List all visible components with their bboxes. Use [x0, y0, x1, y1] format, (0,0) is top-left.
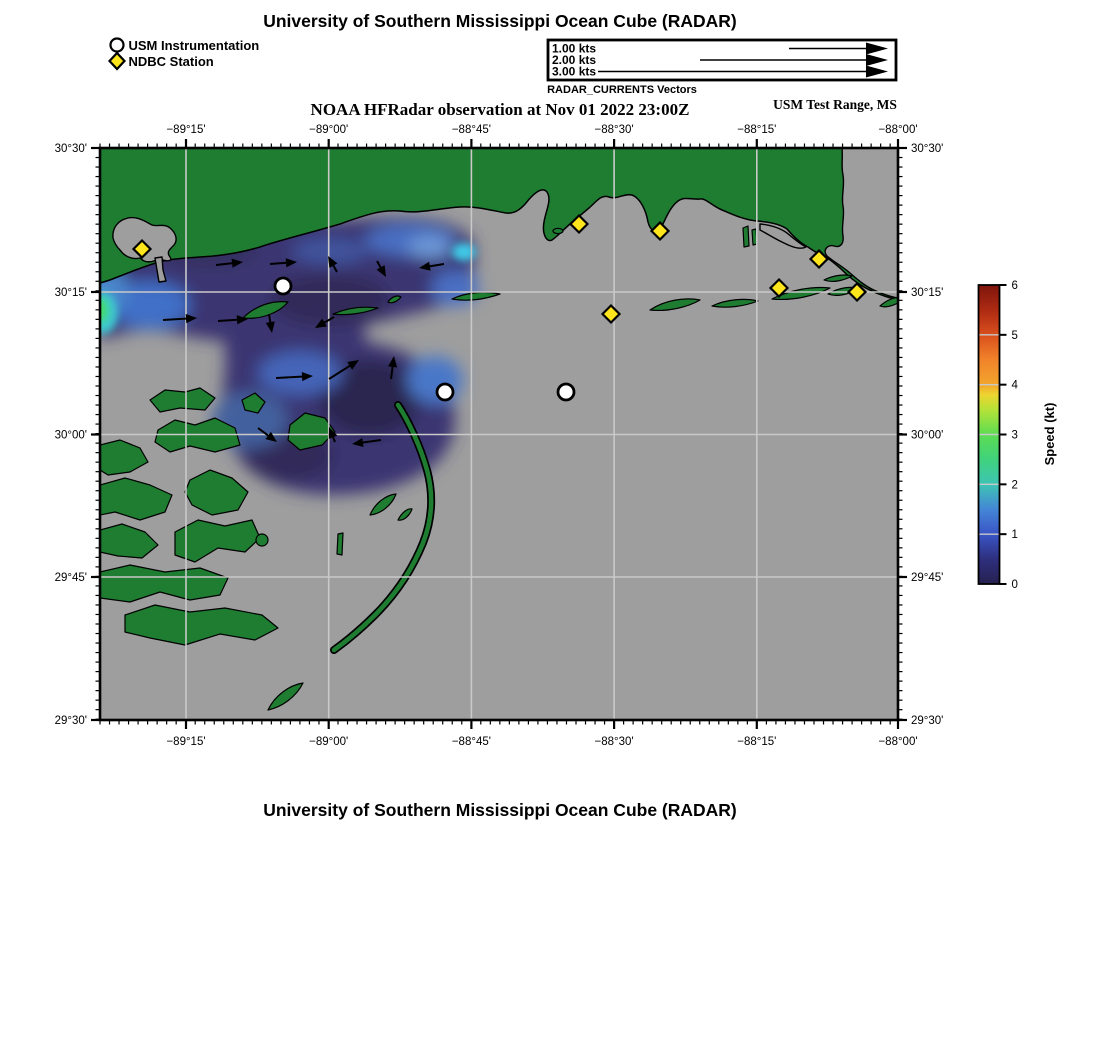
- lat-label-left: 29°30': [54, 715, 87, 727]
- colorbar-tick-label: 1: [1011, 529, 1018, 542]
- lat-label-right: 29°45': [911, 572, 944, 584]
- current-vector-shaft: [270, 263, 288, 264]
- lon-label-bottom: −89°15': [166, 736, 206, 748]
- lon-label-top: −88°15': [737, 124, 777, 136]
- lat-label-right: 29°30': [911, 715, 944, 727]
- lon-label-top: −88°45': [451, 124, 491, 136]
- colorbar-tick-label: 3: [1011, 429, 1018, 442]
- islet-coastal-1: [743, 226, 749, 247]
- colorbar-tick-label: 4: [1011, 379, 1018, 392]
- lon-label-bottom: −88°30': [594, 736, 634, 748]
- lat-label-left: 29°45': [54, 572, 87, 584]
- observation-title: NOAA HFRadar observation at Nov 01 2022 23:00Z: [310, 100, 690, 119]
- lon-label-top: −88°00': [878, 124, 918, 136]
- lon-label-top: −88°30': [594, 124, 634, 136]
- usm-instrumentation-marker: [558, 384, 574, 400]
- bottom-title: University of Southern Mississippi Ocean Cube (RADAR): [263, 800, 737, 820]
- lat-label-right: 30°00': [911, 429, 944, 442]
- islet-coastal-3: [553, 228, 563, 233]
- scale-3kt-label: 3.00 kts: [552, 64, 597, 79]
- colorbar-title: Speed (kt): [1042, 402, 1057, 466]
- lat-label-right: 30°15': [911, 287, 944, 299]
- ndbc-station-icon: [110, 53, 125, 69]
- colorbar: [979, 280, 1058, 591]
- lon-label-top: −89°00': [309, 124, 349, 136]
- colorbar-tick-label: 0: [1011, 579, 1018, 591]
- map-panel: [55, 124, 944, 748]
- symbol-legend: [110, 38, 260, 69]
- ndbc-legend-label: NDBC Station: [128, 54, 214, 69]
- scale-2kt-label: 2.00 kts: [552, 53, 597, 67]
- lon-label-bottom: −89°00': [309, 736, 349, 748]
- colorbar-tick-label: 5: [1011, 329, 1018, 342]
- page-title: University of Southern Mississippi Ocean Cube (RADAR): [263, 11, 737, 31]
- current-vector-shaft: [218, 320, 239, 321]
- test-range-label: USM Test Range, MS: [773, 97, 897, 112]
- usm-instrumentation-icon: [111, 39, 124, 52]
- usm-instrumentation-marker: [275, 278, 291, 294]
- lat-label-right: 30°30': [911, 143, 944, 155]
- lat-label-left: 30°15': [54, 287, 87, 299]
- islet-vertical: [337, 533, 343, 555]
- scale-1kt-label: 1.00 kts: [552, 41, 597, 56]
- lon-label-bottom: −88°15': [737, 736, 777, 748]
- colorbar-tick-label: 2: [1011, 479, 1018, 492]
- vector-scale-caption: RADAR_CURRENTS Vectors: [547, 84, 697, 96]
- lon-label-top: −89°15': [166, 124, 206, 136]
- usm-instrumentation-marker: [437, 384, 453, 400]
- lon-label-bottom: −88°45': [451, 736, 491, 748]
- usm-legend-label: USM Instrumentation: [128, 38, 260, 53]
- colorbar-tick-label: 6: [1011, 280, 1018, 292]
- vector-scale-box: [547, 40, 896, 96]
- lat-label-left: 30°30': [54, 143, 87, 155]
- lat-label-left: 30°00': [54, 429, 87, 442]
- lon-label-bottom: −88°00': [878, 736, 918, 748]
